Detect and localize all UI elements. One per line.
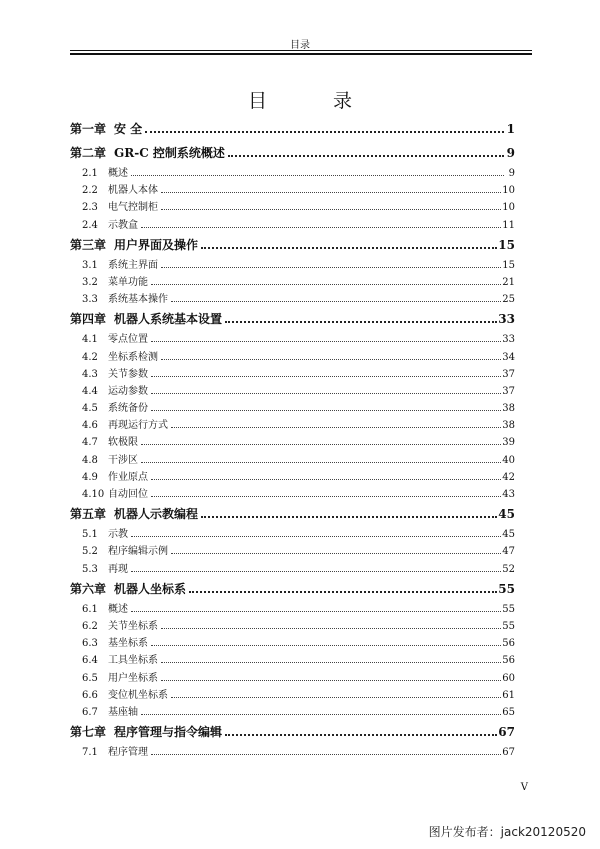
toc-entry-number: 第三章: [70, 237, 107, 252]
dot-leader: [171, 427, 501, 428]
toc-entry-number: 5.1: [82, 529, 98, 541]
toc-entry-title: 基座轴: [108, 706, 138, 718]
toc-entry-title: GR-C 控制系统概述: [114, 146, 225, 160]
toc-entry-number: 第七章: [70, 725, 107, 740]
header-rule-thick: [70, 53, 532, 55]
toc-section-entry[interactable]: [70, 469, 515, 486]
toc-section-entry[interactable]: [70, 257, 515, 274]
toc-entry-number: 4.3: [82, 368, 98, 380]
dot-leader: [131, 611, 501, 612]
dot-leader: [131, 571, 501, 572]
watermark-text: 图片发布者：jack20120520: [428, 825, 586, 839]
dot-leader: [131, 175, 504, 176]
toc-section-entry[interactable]: [70, 165, 515, 182]
toc-section-entry[interactable]: [70, 601, 515, 618]
toc-chapter-entry[interactable]: [70, 234, 515, 258]
toc-entry-number: 5.3: [82, 563, 98, 575]
toc-entry-title: 示教盒: [108, 219, 138, 231]
dot-leader: [141, 227, 501, 228]
toc-entry-page: 45: [498, 507, 515, 522]
toc-entry-title: 作业原点: [108, 471, 148, 483]
dot-leader: [201, 247, 497, 249]
toc-entry-title: 变位机坐标系: [108, 689, 168, 701]
toc-entry-page: 61: [502, 689, 515, 701]
toc-section-entry[interactable]: [70, 366, 515, 383]
dot-leader: [225, 734, 497, 736]
header-rule: [70, 50, 532, 51]
dot-leader: [225, 321, 497, 323]
toc-entry-number: 6.3: [82, 638, 98, 650]
toc-entry-number: 第一章: [70, 122, 107, 136]
toc-entry-title: 关节坐标系: [108, 620, 158, 632]
toc-entry-number: 4.8: [82, 454, 98, 466]
toc-entry-page: 33: [502, 334, 515, 346]
toc-entry-number: 4.7: [82, 437, 98, 449]
dot-leader: [151, 479, 501, 480]
toc-section-entry[interactable]: [70, 331, 515, 348]
toc-section-entry[interactable]: [70, 349, 515, 366]
toc-entry-page: 11: [502, 219, 515, 231]
toc-entry-page: 55: [502, 620, 515, 632]
toc-entry-page: 65: [502, 706, 515, 718]
toc-entry-page: 67: [502, 747, 515, 759]
toc-section-entry[interactable]: [70, 543, 515, 560]
toc-section-entry[interactable]: [70, 383, 515, 400]
toc-entry-page: 60: [502, 672, 515, 684]
dot-leader: [151, 393, 501, 394]
toc-entry-page: 33: [498, 312, 515, 327]
toc-entry-number: 6.5: [82, 672, 98, 684]
toc-entry-page: 9: [508, 168, 515, 179]
toc-section-entry[interactable]: [70, 526, 515, 543]
toc-entry-page: 21: [502, 276, 515, 288]
dot-leader: [151, 284, 501, 285]
table-of-contents: [70, 118, 515, 761]
toc-entry-title: 再现: [108, 563, 128, 575]
dot-leader: [151, 410, 501, 411]
toc-section-entry[interactable]: [70, 182, 515, 199]
dot-leader: [145, 131, 504, 133]
page-title: 目 录: [247, 90, 383, 112]
toc-entry-page: 40: [502, 454, 515, 466]
toc-entry-page: 37: [502, 385, 515, 397]
toc-entry-page: 56: [502, 638, 515, 650]
page-number: V: [520, 782, 528, 793]
toc-entry-title: 自动回位: [108, 489, 148, 500]
toc-section-entry[interactable]: [70, 486, 515, 503]
toc-entry-page: 38: [502, 403, 515, 415]
toc-section-entry[interactable]: [70, 744, 515, 761]
toc-entry-page: 67: [498, 725, 515, 740]
toc-entry-number: 2.2: [82, 185, 98, 197]
toc-entry-page: 55: [498, 581, 515, 596]
dot-leader: [171, 553, 501, 554]
dot-leader: [161, 680, 501, 681]
toc-entry-number: 4.10: [82, 489, 105, 500]
toc-entry-title: 坐标系检测: [108, 351, 158, 363]
toc-section-entry[interactable]: [70, 274, 515, 291]
toc-entry-number: 6.4: [82, 655, 98, 667]
toc-entry-page: 15: [498, 237, 515, 252]
running-header: 目录: [290, 40, 310, 51]
toc-entry-number: 4.5: [82, 403, 98, 415]
toc-entry-title: 机器人坐标系: [114, 581, 187, 596]
toc-entry-page: 37: [502, 368, 515, 380]
toc-section-entry[interactable]: [70, 434, 515, 451]
dot-leader: [201, 516, 497, 518]
toc-entry-number: 2.1: [82, 168, 98, 179]
toc-section-entry[interactable]: [70, 704, 515, 721]
toc-entry-title: 工具坐标系: [108, 655, 158, 667]
toc-entry-number: 6.6: [82, 689, 98, 701]
dot-leader: [171, 697, 501, 698]
toc-entry-title: 菜单功能: [108, 276, 148, 288]
toc-section-entry[interactable]: [70, 561, 515, 578]
toc-entry-page: 38: [502, 420, 515, 432]
toc-entry-number: 2.4: [82, 219, 98, 231]
dot-leader: [151, 496, 501, 497]
toc-entry-title: 再现运行方式: [108, 420, 168, 432]
toc-entry-number: 7.1: [82, 747, 98, 759]
toc-entry-page: 56: [502, 655, 515, 667]
toc-entry-title: 示教: [108, 529, 128, 541]
dot-leader: [141, 462, 501, 463]
toc-entry-number: 第五章: [70, 507, 107, 522]
dot-leader: [189, 591, 497, 593]
toc-entry-title: 系统备份: [108, 403, 148, 415]
toc-section-entry[interactable]: [70, 687, 515, 704]
toc-chapter-entry[interactable]: [70, 118, 515, 142]
toc-entry-title: 零点位置: [108, 334, 148, 346]
dot-leader: [161, 192, 501, 193]
toc-entry-number: 4.1: [82, 334, 98, 346]
toc-entry-title: 用户界面及操作: [114, 237, 199, 252]
toc-entry-page: 52: [502, 563, 515, 575]
dot-leader: [161, 359, 501, 360]
toc-entry-page: 25: [502, 294, 515, 306]
toc-entry-title: 程序编辑示例: [108, 546, 168, 558]
toc-entry-title: 概述: [108, 168, 128, 179]
toc-entry-title: 系统主界面: [108, 259, 158, 271]
toc-chapter-entry[interactable]: [70, 578, 515, 602]
dot-leader: [228, 155, 504, 157]
toc-entry-number: 第二章: [70, 146, 107, 160]
toc-entry-title: 基坐标系: [108, 638, 148, 650]
toc-section-entry[interactable]: [70, 400, 515, 417]
toc-entry-title: 用户坐标系: [108, 672, 158, 684]
toc-entry-number: 3.3: [82, 294, 98, 306]
toc-section-entry[interactable]: [70, 670, 515, 687]
toc-entry-page: 45: [502, 529, 515, 541]
toc-entry-page: 15: [502, 259, 515, 271]
toc-entry-page: 34: [502, 351, 515, 363]
dot-leader: [131, 536, 501, 537]
toc-chapter-entry[interactable]: [70, 142, 515, 166]
toc-entry-title: 安 全: [114, 122, 143, 136]
toc-entry-title: 机器人示教编程: [114, 507, 199, 522]
toc-entry-title: 电气控制柜: [108, 202, 158, 214]
toc-entry-number: 2.3: [82, 202, 98, 214]
dot-leader: [161, 662, 501, 663]
toc-entry-number: 第六章: [70, 581, 107, 596]
toc-entry-title: 程序管理与指令编辑: [114, 725, 223, 740]
toc-entry-number: 6.1: [82, 603, 98, 615]
dot-leader: [161, 267, 501, 268]
toc-chapter-entry[interactable]: [70, 503, 515, 527]
toc-entry-title: 关节参数: [108, 368, 148, 380]
toc-chapter-entry[interactable]: [70, 721, 515, 745]
toc-entry-number: 4.9: [82, 471, 98, 483]
toc-section-entry[interactable]: [70, 452, 515, 469]
toc-entry-title: 程序管理: [108, 747, 148, 759]
toc-section-entry[interactable]: [70, 217, 515, 234]
toc-entry-title: 机器人系统基本设置: [114, 312, 223, 327]
toc-entry-title: 运动参数: [108, 385, 148, 397]
toc-entry-number: 4.2: [82, 351, 98, 363]
toc-entry-number: 3.1: [82, 259, 98, 271]
toc-entry-number: 5.2: [82, 546, 98, 558]
toc-entry-number: 6.2: [82, 620, 98, 632]
toc-entry-title: 系统基本操作: [108, 294, 168, 306]
dot-leader: [151, 754, 501, 755]
dot-leader: [171, 301, 501, 302]
toc-section-entry[interactable]: [70, 652, 515, 669]
toc-entry-title: 干涉区: [108, 454, 138, 466]
toc-section-entry[interactable]: [70, 417, 515, 434]
toc-entry-number: 6.7: [82, 706, 98, 718]
toc-entry-page: 43: [502, 489, 515, 500]
toc-entry-page: 39: [502, 437, 515, 449]
toc-entry-page: 42: [502, 471, 515, 483]
toc-entry-page: 10: [502, 185, 515, 197]
dot-leader: [151, 376, 501, 377]
toc-entry-title: 概述: [108, 603, 128, 615]
dot-leader: [141, 714, 501, 715]
toc-entry-number: 第四章: [70, 312, 107, 327]
toc-entry-page: 47: [502, 546, 515, 558]
dot-leader: [141, 444, 501, 445]
dot-leader: [161, 628, 501, 629]
toc-entry-number: 4.6: [82, 420, 98, 432]
toc-section-entry[interactable]: [70, 618, 515, 635]
toc-entry-page: 1: [506, 122, 515, 136]
toc-section-entry[interactable]: [70, 291, 515, 308]
toc-entry-title: 机器人本体: [108, 185, 158, 197]
toc-section-entry[interactable]: [70, 635, 515, 652]
toc-entry-page: 9: [506, 146, 515, 160]
toc-entry-number: 4.4: [82, 385, 98, 397]
toc-entry-title: 软极限: [108, 437, 138, 449]
toc-section-entry[interactable]: [70, 199, 515, 216]
toc-chapter-entry[interactable]: [70, 308, 515, 332]
toc-entry-page: 10: [502, 202, 515, 214]
toc-entry-number: 3.2: [82, 276, 98, 288]
toc-entry-page: 55: [502, 603, 515, 615]
dot-leader: [151, 645, 501, 646]
dot-leader: [151, 341, 501, 342]
dot-leader: [161, 209, 501, 210]
